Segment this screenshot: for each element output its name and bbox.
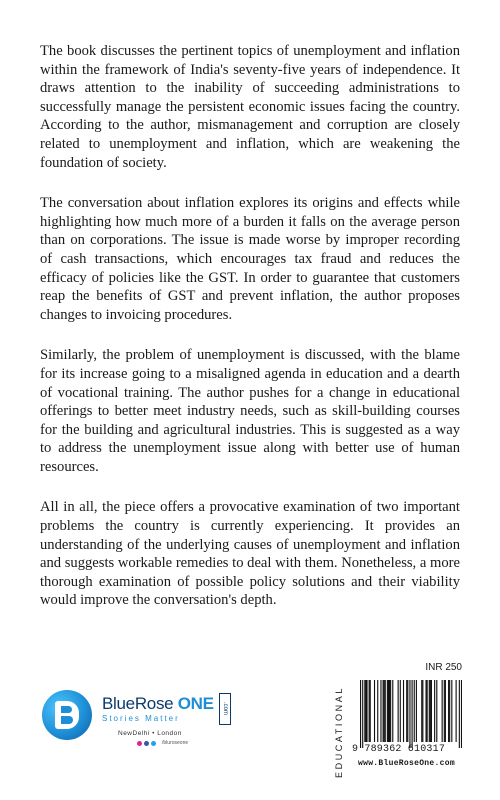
publisher-name-part2: ONE [177, 694, 214, 713]
barcode-bar [442, 680, 443, 742]
barcode-bar [427, 680, 428, 742]
publisher-website: www.BlueRoseOne.com [358, 759, 455, 768]
barcode-bar [461, 680, 462, 748]
barcode-bar [456, 680, 457, 742]
publisher-logo [42, 690, 252, 752]
barcode-bar [416, 680, 417, 742]
isbn-digits: 9 789362 610317 [352, 744, 446, 755]
social-handle: /bluroseone [162, 740, 189, 746]
publisher-name [102, 694, 214, 714]
blurb-paragraph-2: The conversation about inflation explores its origins and effects while highlighting how much more of a burden it falls on the average person than on corporations. The issue is made worse by improper recording of cash transactions, which encourages tax fraud and reduces the efficacy of policies like the GST. In order to guarantee that customers reap the benefits of GST and prevent inflation, the author proposes changes to invoicing procedures. [40, 195, 460, 323]
barcode-bar [365, 680, 366, 742]
barcode-bar [425, 680, 426, 742]
barcode-bar [444, 680, 445, 742]
blurb-paragraph-4: All in all, the piece offers a provocative examination of two important problems the country is currently experiencing. It provides an understanding of the underlying causes of unemployment and inflation and suggests workable remedies to deal with them. Nonetheless, a more thorough examination of possible policy solutions and their viability would improve the conversation's depth. [40, 499, 460, 609]
barcode-bar [362, 680, 363, 748]
barcode-bar [392, 680, 393, 742]
barcode-bar [360, 680, 361, 748]
barcode-bar [409, 680, 410, 748]
barcode-bar [377, 680, 378, 742]
barcode-bar [451, 680, 452, 742]
barcode-bar [390, 680, 391, 742]
barcode-bar [412, 680, 413, 748]
barcode-bar [398, 680, 399, 742]
social-icons [137, 741, 156, 746]
barcode-bar [374, 680, 375, 742]
twitter-icon [151, 741, 156, 746]
publisher-name-part1: BlueRose [102, 694, 174, 713]
blurb-paragraph-3: Similarly, the problem of unemployment is discussed, with the blame for its increase going to a misaligned agenda in education and a dearth of vocational training. The author pushes for a change in educational offerings to better meet industry needs, such as skill-building courses for the building and agricultural industries. This is suggested as a way to address the unemployment issue along with better use of human resources. [40, 347, 460, 475]
barcode-bar [383, 680, 384, 742]
barcode-bar [430, 680, 431, 742]
barcode-bar [389, 680, 390, 742]
facebook-icon [144, 741, 149, 746]
instagram-icon [137, 741, 142, 746]
barcode-bar [429, 680, 430, 742]
barcode-bar [366, 680, 367, 742]
barcode-bar [422, 680, 423, 742]
barcode-bar [400, 680, 401, 742]
publisher-tagline: Stories Matter [102, 714, 180, 723]
barcode-bar [421, 680, 422, 742]
barcode-bar [384, 680, 385, 742]
barcode-bar [364, 680, 365, 742]
category-label: EDUCATIONAL [334, 686, 344, 778]
publisher-location: NewDelhi • London [118, 730, 182, 737]
price-label: INR 250 [425, 662, 462, 673]
barcode-bar [380, 680, 381, 742]
barcode-bar [407, 680, 408, 742]
barcode-bar [414, 680, 415, 742]
barcode-bar [436, 680, 437, 742]
barcode-bar [403, 680, 404, 742]
barcode-bar [431, 680, 432, 742]
barcode-bar [448, 680, 449, 742]
publisher-dotcom-badge: .com [219, 693, 231, 725]
barcode-bar [388, 680, 389, 742]
publisher-b-logo-icon [42, 690, 92, 740]
barcode-bar [387, 680, 388, 742]
blurb-paragraph-1: The book discusses the pertinent topics of unemployment and inflation within the framework of India's seventy-five years of independence. It draws attention to the inability of succeeding administrations to successfully manage the persistent economic issues facing the country. According to the author, mismanagement and corruption are closely related to unemployment and inflation, which are weakening the foundation of society. [40, 43, 460, 171]
barcode-bar [459, 680, 460, 748]
back-cover-blurb [40, 42, 460, 632]
barcode-bar [445, 680, 446, 742]
barcode-bar [434, 680, 435, 742]
isbn-barcode [360, 680, 462, 750]
barcode-bar [370, 680, 371, 742]
barcode-bar [449, 680, 450, 742]
barcode-bar [406, 680, 407, 742]
barcode-bar [369, 680, 370, 742]
barcode-bar [385, 680, 386, 742]
